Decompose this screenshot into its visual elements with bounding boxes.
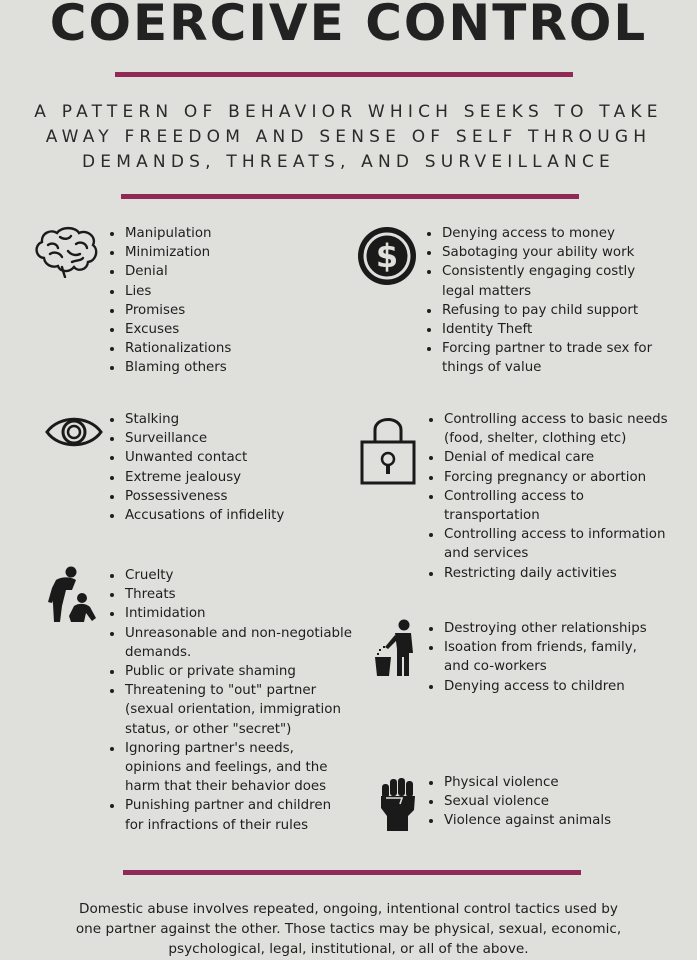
list-item: Controlling access to transportation [427, 487, 682, 525]
list-item: Possessiveness [108, 487, 338, 506]
list-item: Extreme jealousy [108, 468, 338, 487]
list-item: Punishing partner and children for infractions of their rules [108, 796, 353, 834]
list-item: Lies [108, 282, 333, 301]
list-item: Public or private shaming [108, 662, 353, 681]
violence-list [427, 773, 657, 831]
list-item: Destroying other relationships [427, 619, 657, 638]
intimidation-list [108, 566, 353, 835]
list-item: Restricting daily activities [427, 564, 682, 583]
list-item: Ignoring partner's needs, opinions and feelings, and the harm that their behavior does [108, 739, 353, 797]
subtitle-line: AWAY FREEDOM AND SENSE OF SELF THROUGH [45, 127, 652, 147]
list-item: Denial of medical care [427, 448, 682, 467]
list-item: Isoation from friends, family, and co-workers [427, 638, 657, 676]
list-item: Manipulation [108, 224, 333, 243]
list-item: Consistently engaging costly legal matters [425, 262, 670, 300]
manipulation-list [108, 224, 333, 378]
subtitle-line: A PATTERN OF BEHAVIOR WHICH SEEKS TO TAKE [34, 102, 663, 122]
list-item: Refusing to pay child support [425, 301, 670, 320]
intimidation-icon [46, 566, 104, 624]
list-item: Minimization [108, 243, 333, 262]
list-item: Denial [108, 262, 333, 281]
list-item: Controlling access to information and services [427, 525, 682, 563]
subtitle-divider [121, 194, 579, 199]
lock-icon [358, 412, 418, 486]
list-item: Threatening to "out" partner (sexual orientation, immigration status, or other "secret") [108, 681, 353, 739]
list-item: Cruelty [108, 566, 353, 585]
svg-text:$: $ [375, 237, 399, 275]
eye-icon [44, 413, 104, 451]
list-item: Blaming others [108, 358, 333, 377]
list-item: Sexual violence [427, 792, 657, 811]
footer-line: one partner against the other. Those tactics may be physical, sexual, economic, [75, 921, 622, 937]
list-item: Violence against animals [427, 811, 657, 830]
list-item: Denying access to children [427, 677, 657, 696]
list-item: Identity Theft [425, 320, 670, 339]
list-item: Surveillance [108, 429, 338, 448]
subtitle [0, 100, 697, 175]
list-item: Unwanted contact [108, 448, 338, 467]
list-item: Denying access to money [425, 224, 670, 243]
financial-list [425, 224, 670, 378]
list-item: Physical violence [427, 773, 657, 792]
list-item: Forcing partner to trade sex for things of value [425, 339, 670, 377]
subtitle-line: DEMANDS, THREATS, AND SURVEILLANCE [82, 152, 615, 172]
surveillance-list [108, 410, 338, 525]
list-item: Controlling access to basic needs (food, shelter, clothing etc) [427, 410, 682, 448]
list-item: Accusations of infidelity [108, 506, 338, 525]
list-item: Rationalizations [108, 339, 333, 358]
restriction-list [427, 410, 682, 583]
footer-note [0, 899, 697, 959]
list-item: Sabotaging your ability work [425, 243, 670, 262]
footer-line: psychological, legal, institutional, or all of the above. [168, 941, 529, 957]
title-divider [115, 72, 573, 77]
list-item: Unreasonable and non-negotiable demands. [108, 624, 353, 662]
list-item: Promises [108, 301, 333, 320]
trash-person-icon [371, 619, 419, 677]
dollar-icon [356, 225, 418, 287]
list-item: Excuses [108, 320, 333, 339]
list-item: Intimidation [108, 604, 353, 623]
brain-icon [32, 224, 100, 278]
list-item: Threats [108, 585, 353, 604]
list-item: Forcing pregnancy or abortion [427, 468, 682, 487]
footer-line: Domestic abuse involves repeated, ongoing, intentional control tactics used by [79, 901, 618, 917]
footer-divider [123, 870, 581, 875]
page-title: COERCIVE CONTROL [49, 0, 648, 52]
isolation-list [427, 619, 657, 696]
list-item: Stalking [108, 410, 338, 429]
fist-icon [378, 776, 418, 832]
